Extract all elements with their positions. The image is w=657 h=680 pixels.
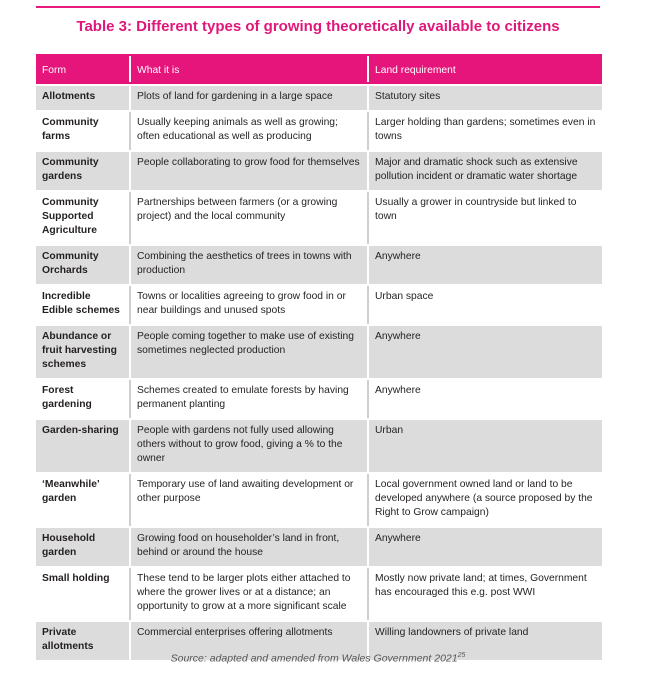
land-cell: Anywhere [367,380,602,418]
form-cell: Small holding [42,573,110,584]
form-cell: Allotments [42,91,96,102]
form-cell: Abundance or fruit harvesting schemes [42,331,117,370]
table-row [36,86,602,112]
table-header-row [36,54,602,86]
header-what-it-is: What it is [129,56,367,82]
form-cell: ‘Meanwhile’ garden [42,479,100,504]
table-row [36,152,602,192]
table-row [36,380,602,420]
land-cell: Local government owned land or land to be developed anywhere (a source proposed by the Right to Grow campaign) [367,474,602,526]
table-row [36,286,602,326]
source-text: Source: adapted and amended from Wales Government 2021 [170,652,458,665]
what-cell: Growing food on householder’s land in front, behind or around the house [129,528,367,566]
what-cell: Usually keeping animals as well as growing; often educational as well as producing [129,112,367,150]
form-cell: Garden-sharing [42,425,119,436]
table-row [36,568,602,622]
source-reference: 25 [457,652,466,659]
what-cell: Partnerships between farmers (or a growing project) and the local community [129,192,367,244]
form-cell: Community Supported Agriculture [42,197,99,236]
land-cell: Usually a grower in countryside but linked to town [367,192,602,244]
growing-types-table [36,54,602,662]
what-cell: These tend to be larger plots either attached to where the grower lives or at a distance; an opportunity to grow at a more significant scale [129,568,367,620]
form-cell: Community Orchards [42,251,99,276]
table-row [36,326,602,380]
table-row [36,420,602,474]
what-cell: Combining the aesthetics of trees in towns with production [129,246,367,284]
land-cell: Willing landowners of private land [367,622,602,660]
land-cell: Larger holding than gardens; sometimes even in towns [367,112,602,150]
land-cell: Statutory sites [367,86,602,110]
source-note [36,652,600,665]
what-cell: People coming together to make use of existing sometimes neglected production [129,326,367,378]
what-cell: Plots of land for gardening in a large space [129,86,367,110]
land-cell: Major and dramatic shock such as extensive pollution incident or dramatic water shortage [367,152,602,190]
form-cell: Incredible Edible schemes [42,291,120,316]
form-cell: Community farms [42,117,99,142]
table-title: Table 3: Different types of growing theoretically available to citizens [76,18,560,35]
header-land-requirement: Land requirement [367,56,602,82]
table-row [36,474,602,528]
what-cell: Commercial enterprises offering allotments [129,622,367,660]
what-cell: Schemes created to emulate forests by having permanent planting [129,380,367,418]
top-rule [36,6,600,8]
table-row [36,192,602,246]
land-cell: Urban [367,420,602,472]
form-cell: Household garden [42,533,96,558]
what-cell: Temporary use of land awaiting development or other purpose [129,474,367,526]
land-cell: Urban space [367,286,602,324]
table-row [36,246,602,286]
what-cell: People collaborating to grow food for themselves [129,152,367,190]
what-cell: Towns or localities agreeing to grow food in or near buildings and unused spots [129,286,367,324]
land-cell: Anywhere [367,528,602,566]
what-cell: People with gardens not fully used allowing others without to grow food, giving a % to the owner [129,420,367,472]
table-row [36,528,602,568]
header-form: Form [42,65,67,76]
form-cell: Private allotments [42,627,94,652]
form-cell: Forest gardening [42,385,92,410]
land-cell: Mostly now private land; at times, Government has encouraged this e.g. post WWI [367,568,602,620]
form-cell: Community gardens [42,157,99,182]
land-cell: Anywhere [367,326,602,378]
land-cell: Anywhere [367,246,602,284]
table-row [36,112,602,152]
